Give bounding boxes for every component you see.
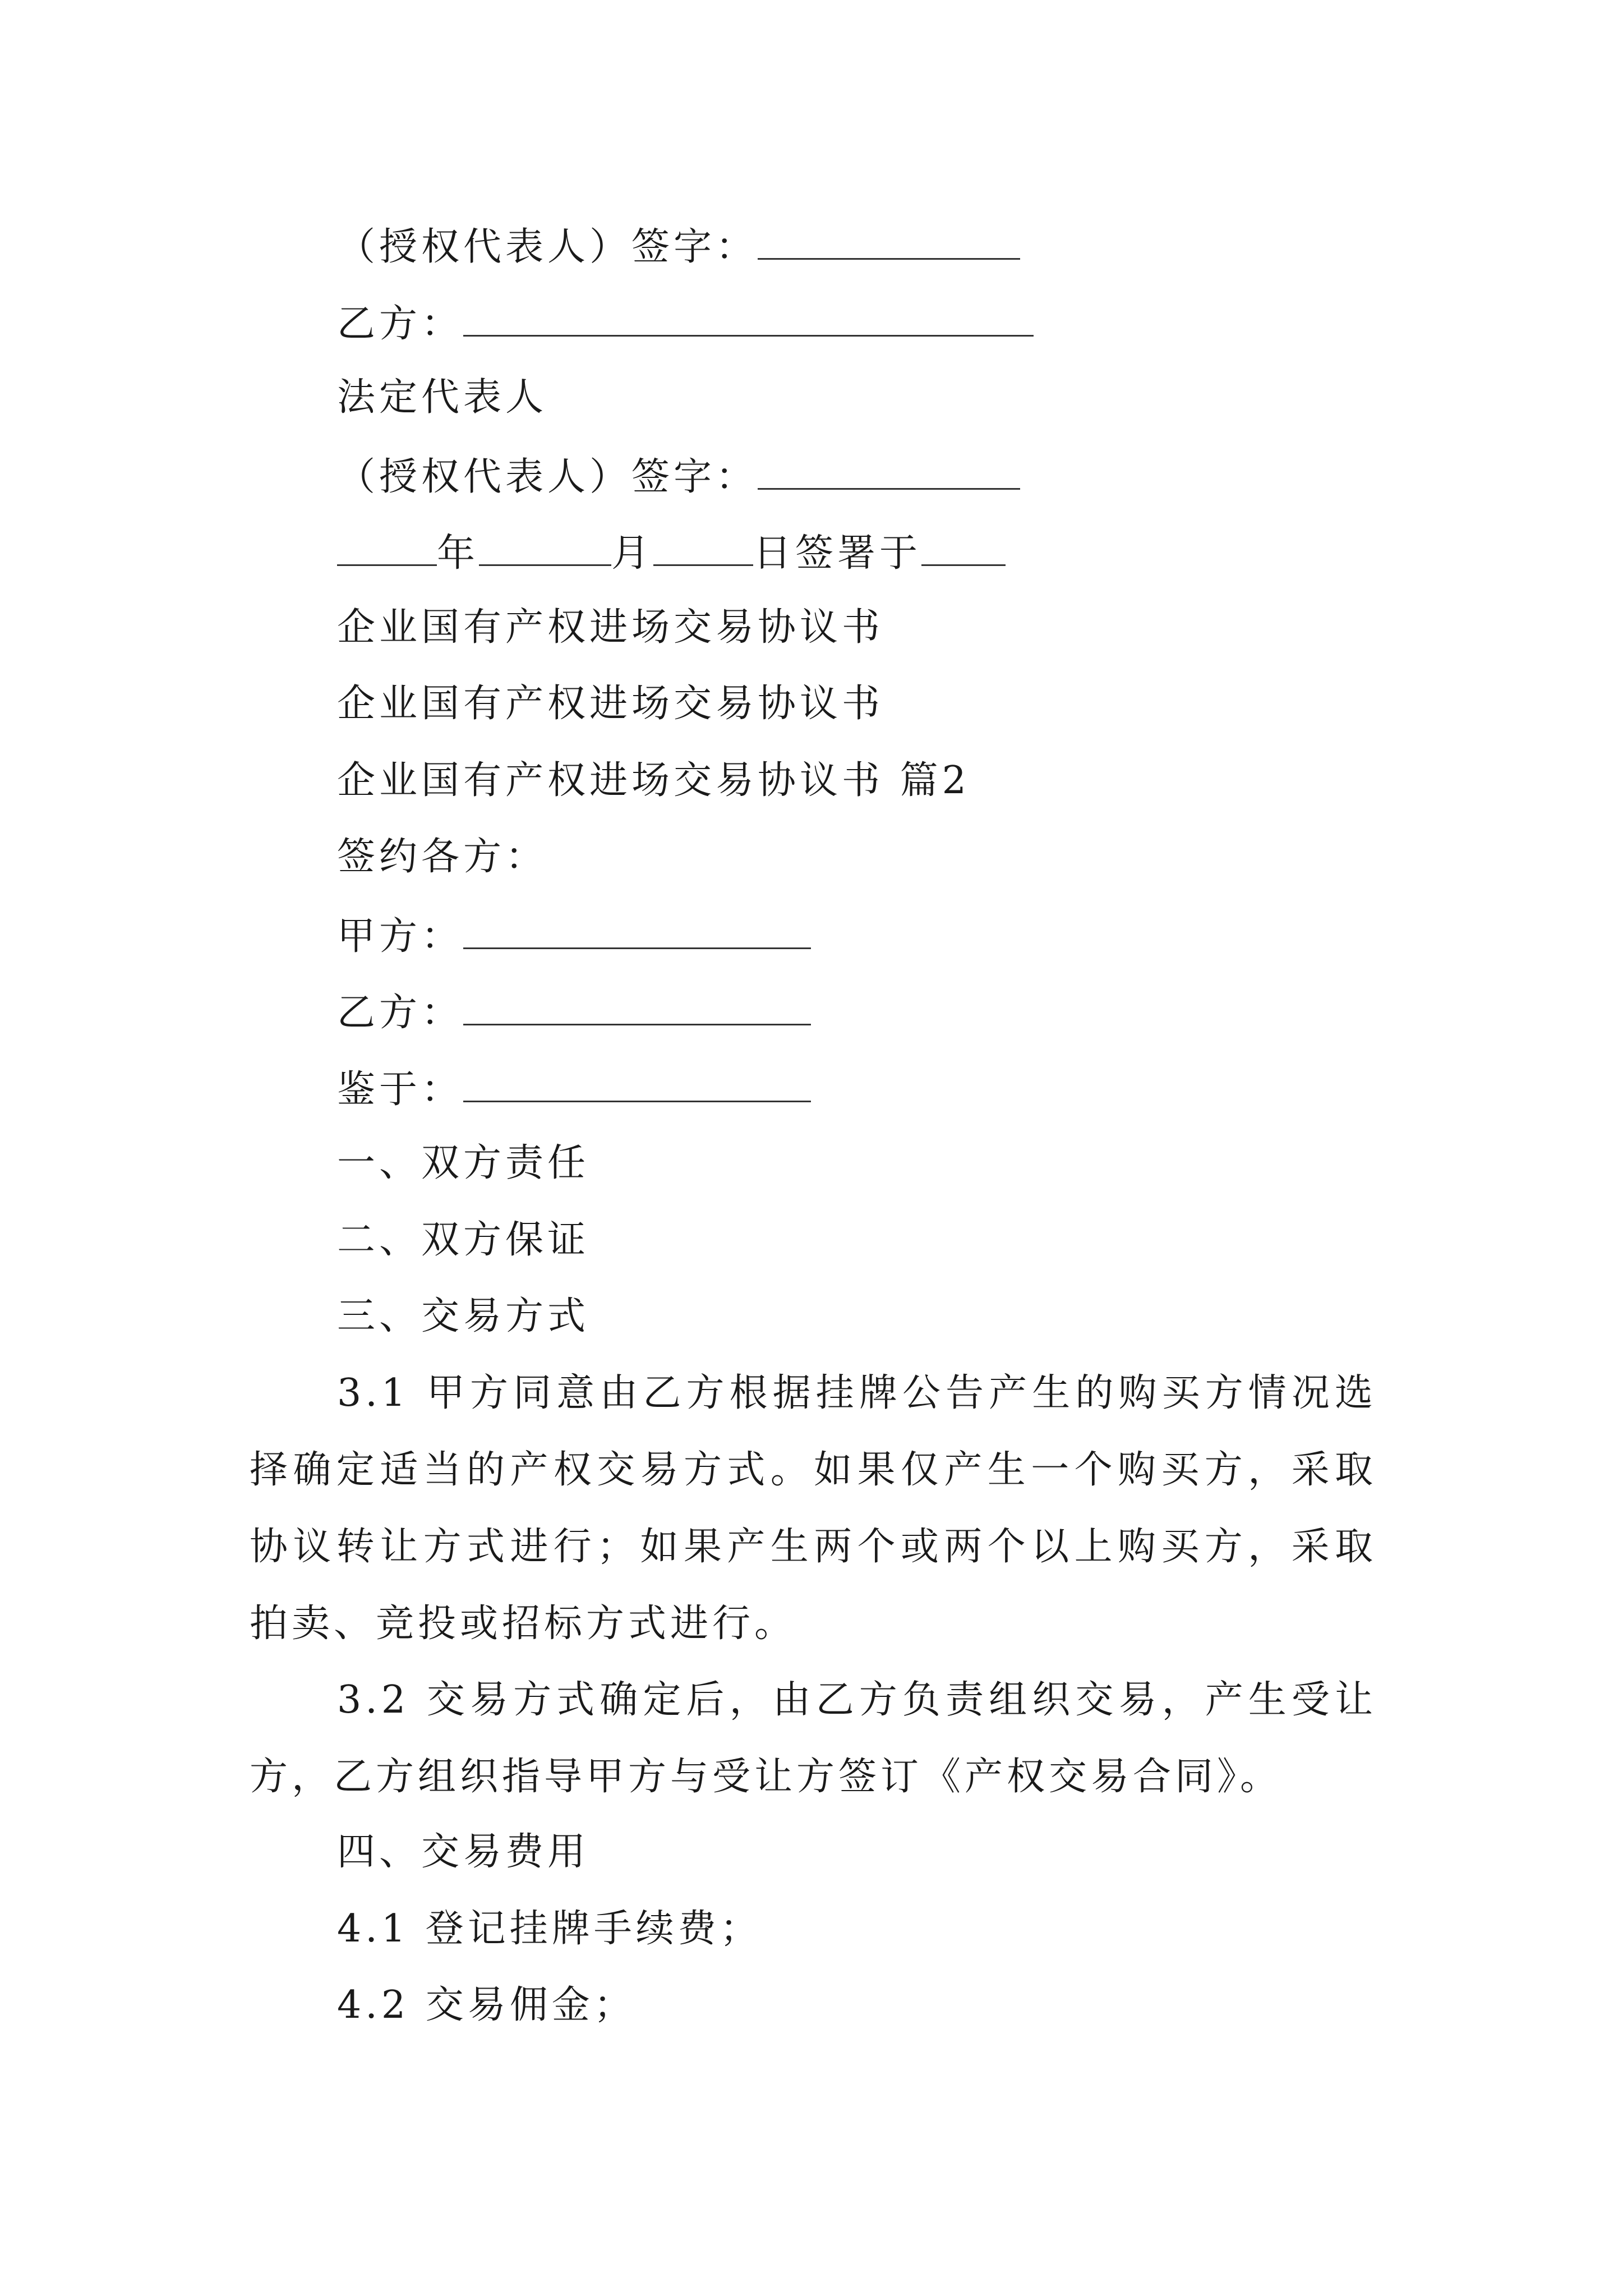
section-heading: 一、双方责任 bbox=[337, 1141, 590, 1185]
whereas-label: 鉴于： bbox=[337, 1068, 464, 1112]
legal-representative-line bbox=[337, 375, 548, 420]
month-blank bbox=[479, 532, 611, 566]
section-heading: 四、交易费用 bbox=[337, 1830, 590, 1874]
section-heading: 三、交易方式 bbox=[337, 1294, 590, 1338]
authorized-sign-label: （授权代表人）签字： bbox=[337, 455, 758, 499]
party-a-line bbox=[337, 914, 811, 959]
date-signed-line bbox=[337, 531, 1006, 576]
signature-blank bbox=[758, 455, 1020, 490]
clause-3-2: 3.2 交易方式确定后，由乙方负责组织交易，产生受让方，乙方组织指导甲方与受让方签订《产权交易合同》。 bbox=[250, 1678, 1377, 1799]
party-b-signature-line bbox=[337, 302, 1034, 346]
month-label: 月 bbox=[611, 531, 654, 576]
whereas-blank bbox=[463, 1068, 811, 1102]
day-blank bbox=[653, 532, 753, 566]
party-a-blank bbox=[463, 915, 811, 949]
document-title: 企业国有产权进场交易协议书 bbox=[337, 605, 884, 650]
signature-blank bbox=[758, 226, 1020, 260]
year-blank bbox=[337, 532, 437, 566]
document-title: 企业国有产权进场交易协议书 篇2 bbox=[337, 758, 970, 803]
place-blank bbox=[921, 532, 1006, 566]
legal-representative-label: 法定代表人 bbox=[337, 375, 548, 420]
party-b-label: 乙方： bbox=[337, 991, 464, 1035]
document-title: 企业国有产权进场交易协议书 bbox=[337, 682, 884, 726]
authorized-sign-label: （授权代表人）签字： bbox=[337, 225, 758, 269]
day-signed-at-label: 日签署于 bbox=[753, 531, 922, 576]
clause-3-1: 3.1 甲方同意由乙方根据挂牌公告产生的购买方情况选择确定适当的产权交易方式。如果仅产生一个购买方，采取协议转让方式进行；如果产生两个或两个以上购买方，采取拍卖、竞投或招标方式进行。 bbox=[250, 1371, 1377, 1646]
year-label: 年 bbox=[437, 531, 479, 576]
party-b-blank bbox=[463, 302, 1034, 337]
clause-4-2: 4.2 交易佣金； bbox=[337, 1983, 636, 2027]
party-a-label: 甲方： bbox=[337, 914, 464, 959]
authorized-sign-line-1 bbox=[337, 225, 1020, 269]
clause-4-1: 4.1 登记挂牌手续费； bbox=[337, 1907, 762, 1951]
party-b-label: 乙方： bbox=[337, 302, 464, 346]
whereas-line bbox=[337, 1068, 811, 1112]
party-b-line bbox=[337, 991, 811, 1035]
authorized-sign-line-2 bbox=[337, 455, 1020, 499]
section-heading: 二、双方保证 bbox=[337, 1218, 590, 1262]
party-b-blank bbox=[463, 991, 811, 1025]
signing-parties-heading: 签约各方： bbox=[337, 835, 548, 879]
